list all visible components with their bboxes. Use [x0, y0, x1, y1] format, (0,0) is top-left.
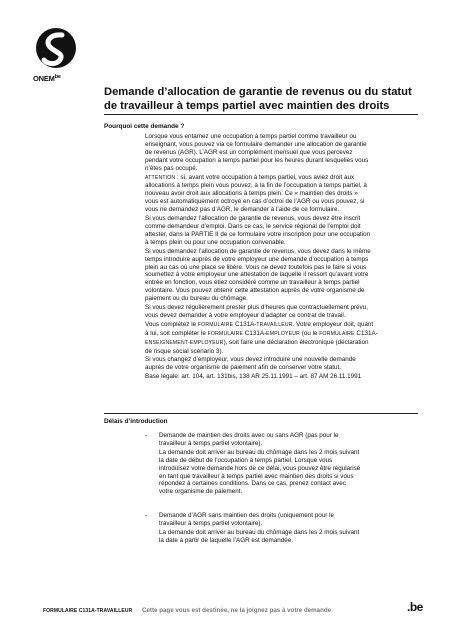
list-item-title: Demande d’AGR sans maintien des droits (uniquement pour le travailleur à temps partiel volontaire). [159, 512, 335, 527]
section-why-body [145, 133, 419, 382]
paragraph-registration: Si vous demandez l’allocation de garantie de revenus, vous devez être inscrit comme demandeur d’emploi. Dans ce cas, le service régional de l’emploi doit attester, dans la PARTIE II de ce formulaire votre inscription pour une occupation à temps plein ou pour une occupation convenable. [145, 215, 371, 246]
onem-logo-text: $ONEM^{be}$ [33, 74, 61, 83]
paragraph-forms: Vous complétez le FORMULAIRE C131A-TRAVAILLEUR. Votre employeur doit, quant à lui, soit compléter le FORMULAIRE C131A-EMPLOYEUR (ou le FORMULAIRE C131A- ENSEIGNEMENT-EMPLOYEUR), soit faire une déclaration électronique (déclaration de risque social scénario 3). [145, 320, 378, 355]
list-bullet: - [145, 512, 148, 519]
attention-label: ATTENTION [145, 174, 176, 181]
section-heading-deadlines: Délais d’introduction [104, 418, 168, 425]
footer-note: Cette page vous est destinée, ne la joignez pas à votre demande [142, 607, 332, 614]
section-divider [104, 413, 418, 414]
page-title: Demande d’allocation de garantie de revenus ou du statut de travailleur à temps partiel avec maintien des droits [104, 86, 412, 112]
paragraph-intro: Lorsque vous entamez une occupation à temps partiel comme travailleur ou enseignant, vous pouvez via ce formulaire demander une allocation de garantie de revenus (AGR). L’AGR est un complément mensuel que vous percevez pendant votre occupation à temps partiel pour les heures durant lesquelles vous n’êtes pas occupé. [145, 133, 369, 172]
list-item-body: La demande doit arriver au bureau du chômage dans les 2 mois suivant la date à partir de laquelle l’AGR est demandée. [159, 528, 360, 544]
paragraph-fulltime-request: Si vous demandez l’allocation de garantie de revenus, vous devez dans le même temps introduire auprès de votre employeur une demande d’occupation à temps plein au cas où une place se libère. Vous ne devez toutefois pas le faire si vous soumettez à votre employeur une attestation de laquelle il ressort qu’avant votre entrée en fonction, vous étiez considéré comme un travailleur à temps partiel volontaire. Vous pouvez obtenir cette attestation auprès de votre organisme de paiement ou du bureau du chômage. [145, 247, 371, 303]
paragraph-extra-hours: Si vous devez régulièrement prester plus d’heures que contractuellement prévu, vous devez demander à votre employeur d’adapter ce contrat de travail. [145, 304, 368, 319]
list-item-maintien [159, 432, 419, 497]
footer-form-label: FORMULAIRE C131A-TRAVAILLEUR [43, 608, 133, 614]
onem-logo-icon [34, 26, 78, 76]
list-item-body: La demande doit arriver au bureau du chômage dans les 2 mois suivant la date de début de l’occupation à temps partiel. Lorsque vous introduisez votre demande hors de ce délai, vous pouvez être régularisé en tant que travailleur à temps partiel avec maintien des droits si vous répondez à certaines conditions. Dans ce cas, prenez contact avec votre organisme de paiement. [159, 448, 361, 496]
list-item-agr [159, 512, 419, 546]
paragraph-legal-basis: Base légale: art. 104, art. 131bis, 138 AR 25.11.1991 – art. 87 AM 26.11.1991 [145, 373, 362, 381]
belgium-be-logo: .be [407, 600, 423, 614]
paragraph-employer-change: Si vous changez d’employeur, vous devez introduire une nouvelle demande auprès de votre organisme de paiement afin de conserver votre statut. [145, 356, 356, 372]
onem-logo [34, 26, 78, 78]
list-item-title: Demande de maintien des droits avec ou sans AGR (pas pour le travailleur à temps partiel volontaire). [159, 432, 339, 447]
section-heading-why: Pourquoi cette demande ? [104, 123, 185, 130]
title-divider [104, 114, 418, 115]
paragraph-attention: ATTENTION : si, avant votre occupation à temps partiel, vous aviez droit aux allocations à temps plein vous pouvez, à la fin de l’occupation à temps partiel, à nouveau avoir droit aux allocations à temps plein. Ce « maintien des droits » vous est automatiquement octroyé en cas d’octroi de l’AGR ou vous pouvez, si vous ne demandez pas d’AGR, le demander à l’aide de ce formulaire. [145, 173, 367, 214]
list-bullet: - [145, 432, 148, 439]
